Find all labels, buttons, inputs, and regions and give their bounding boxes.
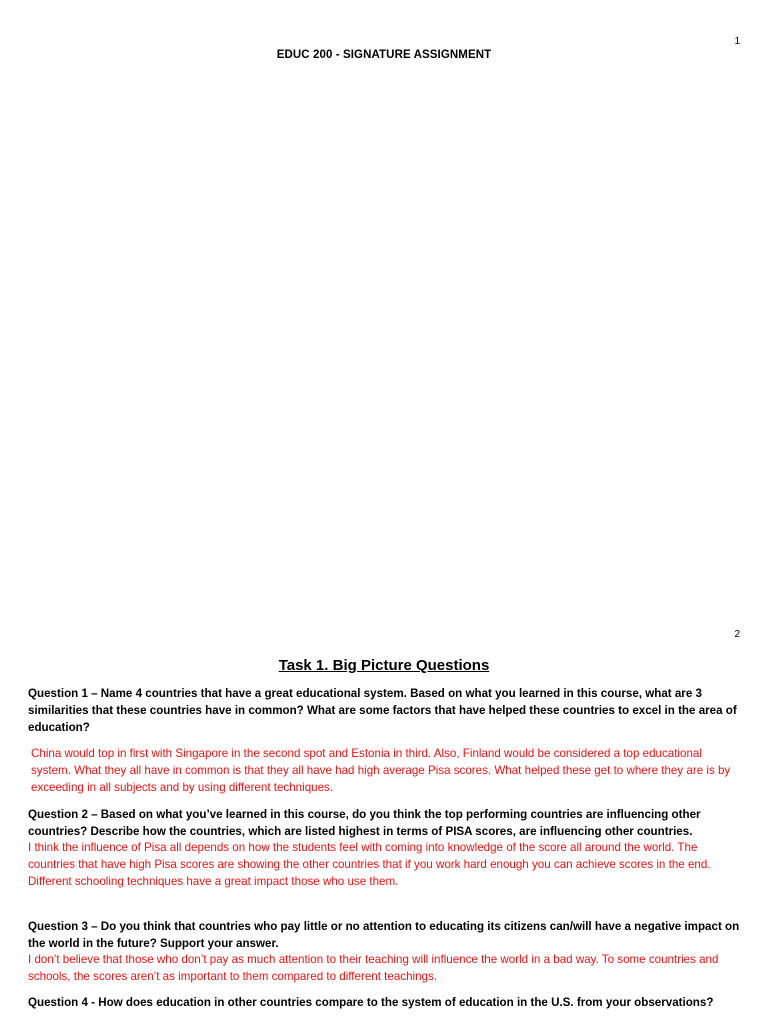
answer-1: China would top in first with Singapore in the second spot and Estonia in third. Also, Finland would be considered a top educational system. What they all have in common is that they all have had high average Pisa scores. What helped these get to where they are is by exceeding in all subjects and by using different techniques. — [31, 747, 731, 794]
page-number: 1 — [734, 36, 740, 47]
question-2: Question 2 – Based on what you’ve learned in this course, do you think the top performing countries are influencing other countries? Describe how the countries, which are listed highest in terms of PISA scores, are influencing other countries. — [28, 807, 701, 838]
question-4: Question 4 - How does education in other countries compare to the system of education in the U.S. from your observations? — [28, 995, 714, 1009]
answer-2: I think the influence of Pisa all depends on how the students feel with coming into knowledge of the score all around the world. The countries that have high Pisa scores are showing the other countries that if you work hard enough you can achieve scores in the end. Different schooling techniques have a great impact those who use them. — [28, 841, 711, 888]
page-number: 2 — [734, 629, 740, 640]
document-header: EDUC 200 - SIGNATURE ASSIGNMENT — [276, 49, 492, 61]
question-3: Question 3 – Do you think that countries who pay little or no attention to educating its citizens can/will have a negative impact on the world in the future? Support your answer. — [28, 919, 740, 950]
question-1: Question 1 – Name 4 countries that have a great educational system. Based on what you learned in this course, what are 3 similarities that these countries have in common? What are some factors that have helped these countries to excel in the area of education? — [28, 687, 737, 734]
task-title: Task 1. Big Picture Questions — [278, 657, 490, 674]
answer-3: I don’t believe that those who don’t pay as much attention to their teaching will influence the world in a bad way. To some countries and schools, the scores aren’t as important to them compared to different teachings. — [28, 953, 719, 984]
questions-section — [28, 686, 743, 1012]
